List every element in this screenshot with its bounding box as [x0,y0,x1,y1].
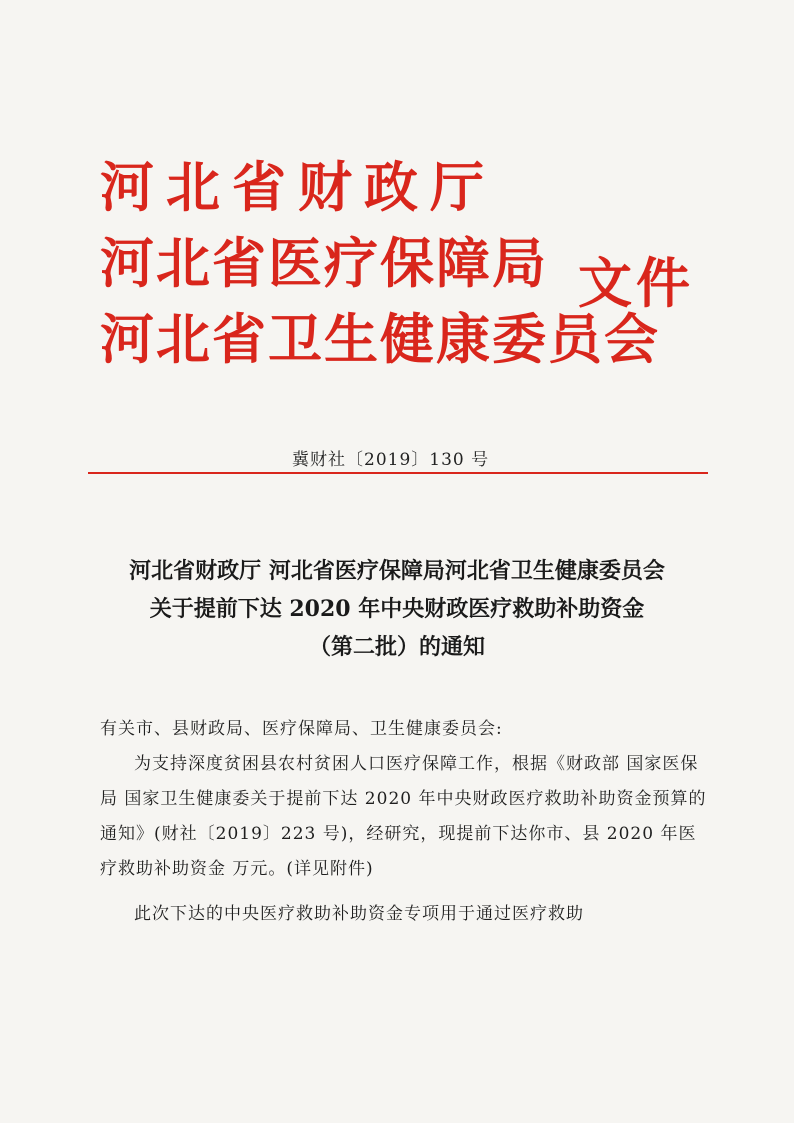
issuer-health-commission: 河北省卫生健康委员会 [100,308,660,371]
title-line-1: 河北省财政厅 河北省医疗保障局河北省卫生健康委员会 [129,558,665,584]
issuer-medical-security-bureau: 河北省医疗保障局 [100,232,548,295]
issuer-finance-department: 河北省财政厅 [100,156,496,219]
title-line-3: （第二批）的通知 [308,634,485,660]
red-divider-line [88,472,708,474]
title-line-2: 关于提前下达 2020 年中央财政医疗救助补助资金 [149,596,645,622]
document-title [60,552,734,666]
document-body [100,712,710,932]
body-paragraph-1: 为支持深度贫困县农村贫困人口医疗保障工作，根据《财政部 国家医保局 国家卫生健康委关于提前下达 2020 年中央财政医疗救助补助资金预算的通知》(财社〔2019〕223 号)，经研究，现提前下达你市、县 2020 年医疗救助补助资金 万元。(详见附件) [100,754,707,879]
document-type-label: 文件 [578,252,694,315]
salutation: 有关市、县财政局、医疗保障局、卫生健康委员会: [100,719,503,739]
issuer-block [100,150,660,378]
document-number: 冀财社〔2019〕130 号 [292,450,490,470]
body-paragraph-2: 此次下达的中央医疗救助补助资金专项用于通过医疗救助 [134,904,584,924]
